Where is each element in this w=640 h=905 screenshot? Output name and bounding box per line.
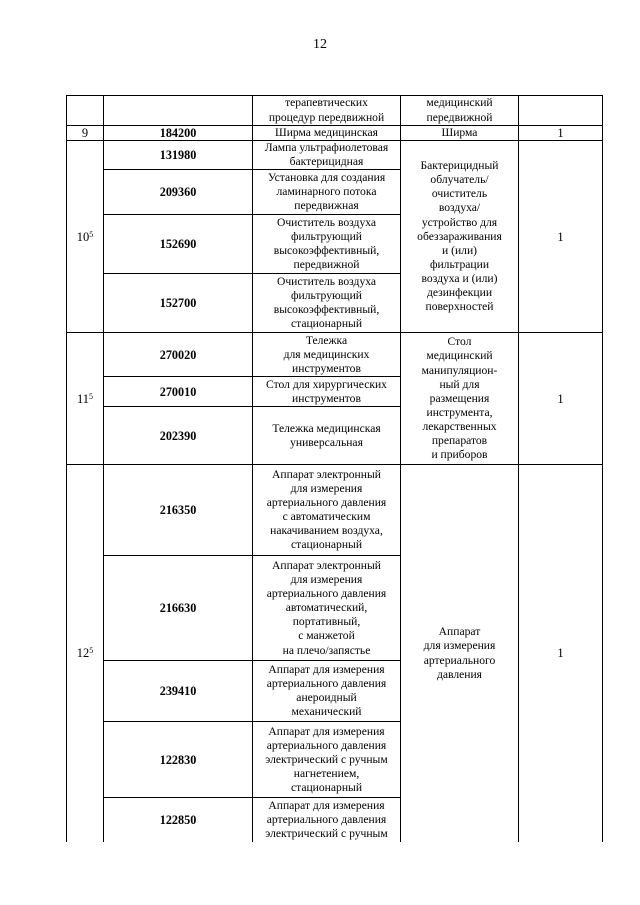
name-cell: Очиститель воздуха фильтрующий высокоэффективный, стационарный — [253, 274, 401, 333]
code-cell: 209360 — [104, 170, 253, 215]
table-row-9 — [67, 126, 603, 141]
code-cell: 122830 — [104, 722, 253, 798]
equipment-table — [66, 95, 603, 842]
page-number: 12 — [313, 37, 327, 52]
code-cell: 270010 — [104, 377, 253, 407]
type-cell: Аппарат для измерения артериального давления — [401, 465, 519, 842]
qty-cell: 1 — [519, 465, 603, 842]
type-cell: медицинский передвижной — [401, 96, 519, 126]
qty-cell-empty — [519, 96, 603, 126]
code-cell: 152700 — [104, 274, 253, 333]
table-row-10 — [67, 141, 603, 170]
name-cell: терапевтических процедур передвижной — [253, 96, 401, 126]
name-cell: Тележка медицинская универсальная — [253, 407, 401, 465]
code-cell: 131980 — [104, 141, 253, 170]
type-cell: Стол медицинский манипуляцион- ный для размещения инструмента, лекарственных препаратов и приборов — [401, 333, 519, 465]
name-cell: Аппарат для измерения артериального давления электрический с ручным нагнетением, стационарный — [253, 722, 401, 798]
code-cell: 152690 — [104, 215, 253, 274]
table-row-continuation — [67, 96, 603, 126]
row-number-superscript: 5 — [89, 229, 94, 239]
qty-cell: 1 — [519, 126, 603, 141]
code-cell: 239410 — [104, 661, 253, 722]
row-number: $11^5$ — [67, 333, 104, 465]
row-number: 9 — [67, 126, 104, 141]
code-cell: 270020 — [104, 333, 253, 377]
name-cell: Аппарат для измерения артериального давления анероидный механический — [253, 661, 401, 722]
code-cell: 122850 — [104, 798, 253, 842]
name-cell: Аппарат электронный для измерения артериального давления автоматический, портативный, с манжетой на плечо/запястье — [253, 556, 401, 661]
num-cell-empty — [67, 96, 104, 126]
name-cell: Установка для создания ламинарного потока передвижная — [253, 170, 401, 215]
code-cell: 202390 — [104, 407, 253, 465]
qty-cell: 1 — [519, 333, 603, 465]
name-cell: Аппарат для измерения артериального давления электрический с ручным — [253, 798, 401, 842]
name-cell: Аппарат электронный для измерения артериального давления с автоматическим накачиванием воздуха, стационарный — [253, 465, 401, 556]
name-cell: Тележка для медицинских инструментов — [253, 333, 401, 377]
code-cell: 216630 — [104, 556, 253, 661]
type-cell: Бактерицидный облучатель/ очиститель воздуха/ устройство для обеззараживания и (или) фильтрации воздуха и (или) дезинфекции поверхностей — [401, 141, 519, 333]
table-row-12 — [67, 465, 603, 556]
row-number: $12^5$ — [67, 465, 104, 842]
table-row-11 — [67, 333, 603, 377]
name-cell: Очиститель воздуха фильтрующий высокоэффективный, передвижной — [253, 215, 401, 274]
type-cell: Ширма — [401, 126, 519, 141]
name-cell: Ширма медицинская — [253, 126, 401, 141]
code-cell: 184200 — [104, 126, 253, 141]
row-number: $10^5$ — [67, 141, 104, 333]
code-cell-empty — [104, 96, 253, 126]
code-cell: 216350 — [104, 465, 253, 556]
row-number-superscript: 5 — [89, 646, 94, 656]
name-cell: Стол для хирургических инструментов — [253, 377, 401, 407]
qty-cell: 1 — [519, 141, 603, 333]
row-number-superscript: 5 — [89, 391, 94, 401]
name-cell: Лампа ультрафиолетовая бактерицидная — [253, 141, 401, 170]
